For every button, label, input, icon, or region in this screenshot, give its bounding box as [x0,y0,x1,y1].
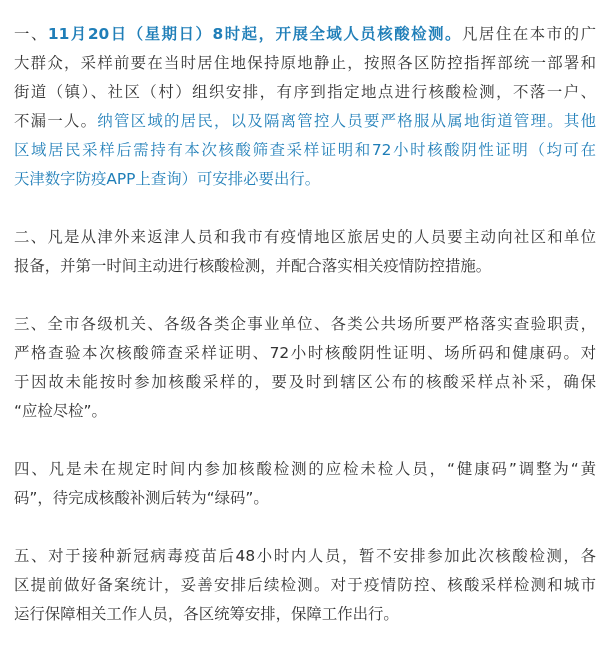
highlighted-text-segment: 区域居民采样后需持有本次核酸筛查采样证明和72小时核酸阴性证明（均可在 [14,141,596,159]
highlighted-text-segment: 11月20日（星期日）8时起，开展全域人员核酸检测。 [47,25,462,43]
paragraph-2 [14,223,596,281]
text-segment: 不漏一人。 [14,112,98,130]
paragraph-5 [14,542,596,629]
text-line [14,49,596,78]
notice-document [14,20,596,658]
highlighted-text-segment: 纳管区域的居民，以及隔离管控人员要严格服从属地街道管理。其他 [97,112,596,130]
text-segment: 街道（镇）、社区（村）组织安排，有序到指定地点进行核酸检测，不落一户、 [14,83,596,101]
text-line [14,107,596,136]
paragraph-3 [14,310,596,426]
text-line [14,368,596,397]
text-segment: 运行保障相关工作人员，各区统筹安排，保障工作出行。 [14,605,399,623]
text-line [14,484,596,513]
text-segment: 一、 [14,25,48,43]
text-segment: 于因故未能按时参加核酸采样的，要及时到辖区公布的核酸采样点补采，确保 [14,373,596,391]
text-line [14,542,596,571]
text-line [14,455,596,484]
text-segment: 凡居住在本市的广 [461,25,596,43]
text-line [14,310,596,339]
text-line [14,136,596,165]
highlighted-text-segment: 天津数字防疫APP上查询）可安排必要出行。 [14,170,321,188]
text-line [14,165,596,194]
text-segment: 码”，待完成核酸补测后转为“绿码”。 [14,489,269,507]
paragraph-4 [14,455,596,513]
text-segment: 严格查验本次核酸筛查采样证明、72小时核酸阴性证明、场所码和健康码。对 [14,344,596,362]
text-segment: 四、凡是未在规定时间内参加核酸检测的应检未检人员，“健康码”调整为“黄 [14,460,596,478]
text-segment: “应检尽检”。 [14,402,107,420]
text-line [14,20,596,49]
text-line [14,571,596,600]
text-segment: 二、凡是从津外来返津人员和我市有疫情地区旅居史的人员要主动向社区和单位 [14,228,596,246]
text-line [14,252,596,281]
text-line [14,78,596,107]
text-line [14,600,596,629]
text-segment: 区提前做好备案统计，妥善安排后续检测。对于疫情防控、核酸采样检测和城市 [14,576,596,594]
text-line [14,339,596,368]
text-segment: 三、全市各级机关、各级各类企事业单位、各类公共场所要严格落实查验职责， [14,315,596,333]
text-segment: 报备，并第一时间主动进行核酸检测，并配合落实相关疫情防控措施。 [14,257,492,275]
text-line [14,397,596,426]
paragraph-1 [14,20,596,194]
text-line [14,223,596,252]
text-segment: 大群众，采样前要在当时居住地保持原地静止，按照各区防控指挥部统一部署和 [14,54,596,72]
text-segment: 五、对于接种新冠病毒疫苗后48小时内人员，暂不安排参加此次核酸检测，各 [14,547,596,565]
